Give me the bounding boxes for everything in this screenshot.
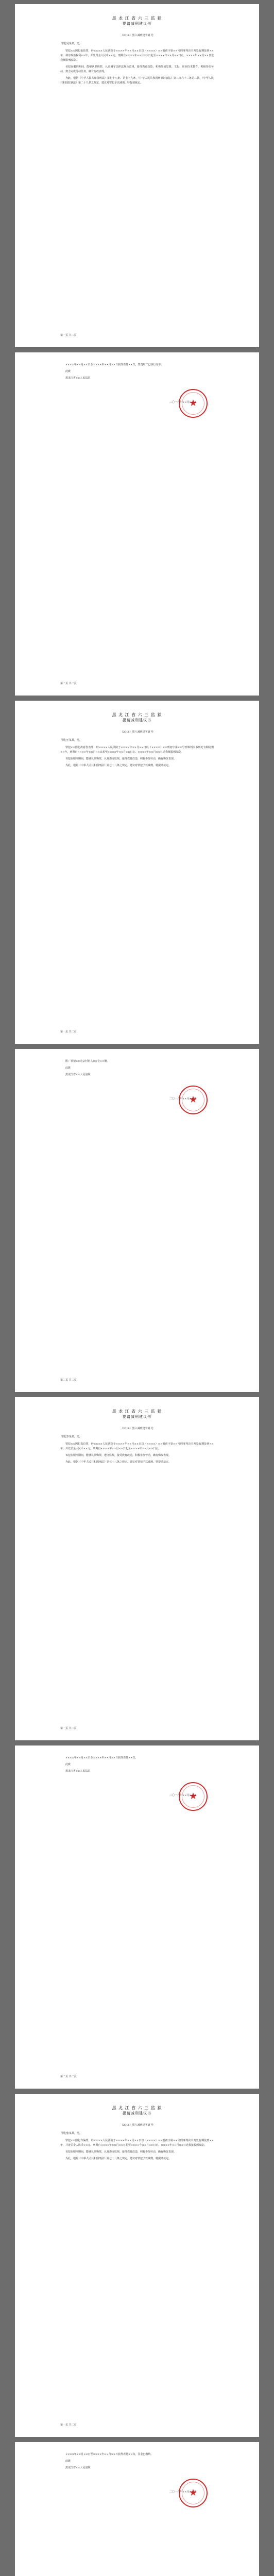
document-page bbox=[15, 1745, 259, 2089]
document-page bbox=[15, 2442, 259, 2576]
body-paragraph: 附：罪犯××卷宗材料共××卷××册。 bbox=[65, 1060, 110, 1063]
page-footer: 第一页 共二页 bbox=[60, 1727, 77, 1730]
addressee-line: 罪犯李某某，男， bbox=[61, 1435, 82, 1438]
body-paragraph: 罪犯××因犯盗窃罪，经××××人民法院于××××年××月××日以（××××）××刑初字第××号刑事判决书判处有期徒刑××年，并处罚金人民币××元。刑期自××××年××月××日起至××××年××月××日止。 bbox=[60, 1443, 214, 1450]
body-paragraph: 此致 bbox=[65, 1763, 71, 1766]
body-paragraph: 罪犯××因犯抢劫罪，经××××人民法院于××××年××月××日以（××××）××刑初字第××号刑事判决书判处有期徒刑××年，剥夺政治权利××年，并处罚金人民币××元。刑期自××××年××月××日起至××××年××月××日止。××××年××月××日送我狱服刑改造。 bbox=[60, 49, 214, 62]
star-icon: ★ bbox=[189, 2487, 198, 2498]
body-paragraph: 该犯在服刑期间，能够认罪悔罪，认真遵守法律法规及监规，接受教育改造，积极参加思想、文化、职业技术教育，积极参加劳动，努力完成劳动任务，确有悔改表现。 bbox=[60, 65, 214, 73]
document-page bbox=[15, 352, 259, 696]
body-paragraph: 罪犯××因犯故意伤害罪，经××××人民法院于××××年××月××日以（××××）××刑初字第××号刑事判决书判处有期徒刑××年。刑期自××××年××月××日起至××××年××月××日止。××××年××月××日送我狱服刑改造。 bbox=[60, 746, 214, 754]
body-paragraph: 此致 bbox=[65, 370, 71, 373]
seal-block bbox=[15, 1080, 259, 1116]
seal-block bbox=[15, 1777, 259, 1813]
document-type: 提请减刑建议书 bbox=[123, 2111, 151, 2115]
body-paragraph: 为此，根据《中华人民共和国刑法》第七十八条之规定，建议对罪犯予以减刑。特提请裁定。 bbox=[65, 2157, 172, 2160]
body-paragraph: 该犯在服刑期间，能够认罪悔罪，遵守监规，接受教育改造，积极参加劳动，确有悔改表现。 bbox=[65, 1454, 172, 1457]
body-paragraph: ××××年××月××日至××××年××月××日获得表扬××次，罚金已缴纳。 bbox=[65, 2453, 153, 2456]
page-footer: 第一页 共二页 bbox=[60, 1030, 77, 1033]
body-paragraph: 黑龙江省××人民法院 bbox=[65, 377, 91, 380]
body-paragraph: 该犯在服刑期间，能够认罪悔罪，认真遵守监规，接受教育改造，积极参加劳动，确有悔改表现。 bbox=[65, 2150, 177, 2154]
signing-date: 二〇一六年××月××日 bbox=[169, 401, 196, 404]
body-paragraph: ××××年××月××日至××××年××月××日获得表扬××次，罚没财产已执行完毕。 bbox=[65, 363, 164, 366]
page-footer: 第二页 共二页 bbox=[60, 1379, 77, 1382]
body-paragraph: 该犯在服刑期间，能够认罪悔罪，认真遵守监规，接受教育改造，积极参加劳动，确有悔改表现。 bbox=[65, 757, 177, 760]
signing-date: 二〇一六年××月××日 bbox=[169, 1794, 196, 1797]
star-icon: ★ bbox=[189, 1791, 198, 1802]
document-page bbox=[15, 701, 259, 1044]
document-type: 提请减刑建议书 bbox=[123, 1415, 151, 1419]
body-paragraph: 黑龙江省××人民法院 bbox=[65, 2466, 91, 2469]
body-paragraph: 此致 bbox=[65, 2460, 71, 2463]
body-paragraph: 为此，根据《中华人民共和国刑法》第七十八条、第七十九条，《中华人民共和国刑事诉讼法》第二百六十二条第二款，《中华人民共和国监狱法》第二十九条之规定，建议对罪犯予以减刑。特提请裁定。 bbox=[60, 77, 214, 84]
case-number: （2016）黑六减刑建字第 号 bbox=[120, 731, 154, 734]
page-footer: 第二页 共二页 bbox=[60, 2075, 77, 2078]
addressee-line: 罪犯吴某某，男， bbox=[61, 42, 82, 45]
document-page bbox=[15, 1397, 259, 1740]
star-icon: ★ bbox=[189, 398, 198, 409]
case-number: （2016）黑六减刑建字第 号 bbox=[120, 1427, 154, 1430]
body-paragraph: 罪犯××因犯诈骗罪，经××××人民法院于××××年××月××日以（××××）××刑初字第××号刑事判决书判处有期徒刑××年，并处罚金人民币××元。刑期自××××年××月××日起至××××年××月××日止。××××年××月××日送我狱服刑改造。 bbox=[60, 2139, 214, 2147]
case-number: （2016）黑六减刑建字第 号 bbox=[120, 34, 154, 37]
document-type: 提请减刑建议书 bbox=[123, 718, 151, 722]
document-page bbox=[15, 4, 259, 347]
case-number: （2016）黑六减刑建字第 号 bbox=[120, 2124, 154, 2127]
body-paragraph: 为此，根据《中华人民共和国刑法》第七十八条之规定，建议对罪犯予以减刑。特提请裁定。 bbox=[65, 764, 172, 767]
body-paragraph: 为此，根据《中华人民共和国刑法》第七十八条之规定，建议对罪犯予以减刑。特提请裁定。 bbox=[65, 1461, 172, 1464]
seal-block bbox=[15, 2473, 259, 2510]
body-paragraph: ××××年××月××日至××××年××月××日获得表扬××次。 bbox=[65, 1756, 138, 1759]
page-footer: 第一页 共二页 bbox=[60, 334, 77, 337]
court-name: 黑 龙 江 省 六 三 监 狱 bbox=[112, 2106, 162, 2110]
body-paragraph: 黑龙江省××人民法院 bbox=[65, 1770, 91, 1773]
seal-block bbox=[15, 384, 259, 420]
addressee-line: 罪犯张某某，男， bbox=[61, 2132, 82, 2135]
page-footer: 第一页 共二页 bbox=[60, 2424, 77, 2427]
body-paragraph: 此致 bbox=[65, 1066, 71, 1070]
court-name: 黑 龙 江 省 六 三 监 狱 bbox=[112, 16, 162, 21]
body-paragraph: 黑龙江省××人民法院 bbox=[65, 1073, 91, 1076]
signing-date: 二〇一六年××月××日 bbox=[169, 1097, 196, 1100]
signing-date: 二〇一六年××月××日 bbox=[169, 2490, 196, 2494]
page-footer: 第二页 共二页 bbox=[60, 682, 77, 685]
document-page bbox=[15, 1049, 259, 1392]
document-type: 提请减刑建议书 bbox=[123, 22, 151, 26]
court-name: 黑 龙 江 省 六 三 监 狱 bbox=[112, 713, 162, 717]
addressee-line: 罪犯王某某，男， bbox=[61, 739, 82, 742]
star-icon: ★ bbox=[189, 1094, 198, 1105]
court-name: 黑 龙 江 省 六 三 监 狱 bbox=[112, 1409, 162, 1414]
document-page bbox=[15, 2094, 259, 2437]
